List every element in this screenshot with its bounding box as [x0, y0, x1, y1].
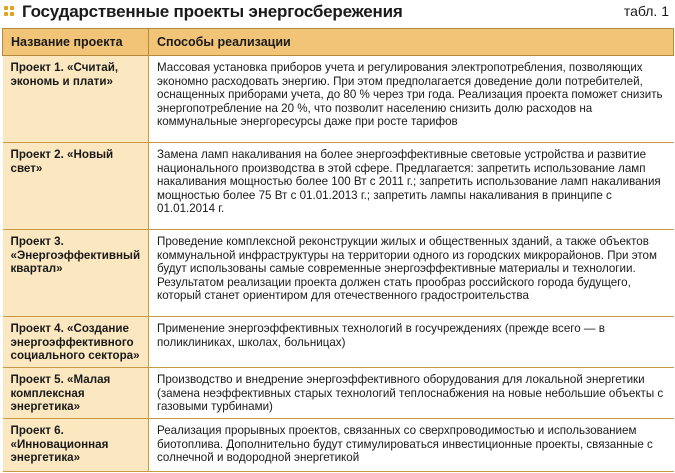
column-header-methods: Способы реализации	[149, 29, 674, 56]
project-description-cell: Проведение комплексной реконструкции жилых и общественных зданий, а также объектов коммунальной инфраструктуры на территории одного из городских микрорайонов. При этом будут использованы самые современные энергоэффективные материалы и технологии. Результатом реализации проекта должен стать прообраз российского города будущего, который станет ориентиром для отечественного градостроительства	[149, 230, 674, 317]
project-description-cell: Производство и внедрение энергоэффективного оборудования для локальной энергетики (замена неэффективных старых технологий теплоснабжения на новые небольшие объекты с газовыми турбинами)	[149, 368, 674, 419]
table-row	[3, 419, 674, 472]
table-header-row	[3, 29, 674, 56]
project-name-cell: Проект 1. «Считай, экономь и плати»	[3, 56, 149, 143]
project-name-cell: Проект 4. «Создание энергоэффективного социального сектора»	[3, 317, 149, 368]
project-description-cell: Массовая установка приборов учета и регулирования электропотребления, позволяющих экономно расходовать энергию. При этом предполагается доведение доли потребителей, оснащенных приборами учета, до 80 % через три года. Реализация проекта поможет снизить энергопотребление на 20 %, что позволит населению снизить долю расходов на коммунальные энергоресурсы даже при росте тарифов	[149, 56, 674, 143]
bullet-dots-icon	[4, 6, 16, 18]
project-name-cell: Проект 2. «Новый свет»	[3, 143, 149, 230]
project-description-cell: Применение энергоэффективных технологий в госучреждениях (прежде всего — в поликлиниках, школах, больницах)	[149, 317, 674, 368]
column-header-project-name: Название проекта	[3, 29, 149, 56]
table-number-label: табл. 1	[623, 3, 669, 19]
project-name-cell: Проект 5. «Малая комплексная энергетика»	[3, 368, 149, 419]
table-row	[3, 56, 674, 143]
table-row	[3, 143, 674, 230]
table-row	[3, 368, 674, 419]
table-row	[3, 317, 674, 368]
projects-table	[2, 28, 674, 472]
project-description-cell: Реализация прорывных проектов, связанных со сверхпроводимостью и использованием биотоплива. Дополнительно будут стимулироваться инвестиционные проекты, связанные с солнечной и водородной энергетикой	[149, 419, 674, 472]
table-title: Государственные проекты энергосбережения	[22, 2, 403, 21]
project-name-cell: Проект 3. «Энергоэффективный квартал»	[3, 230, 149, 317]
project-description-cell: Замена ламп накаливания на более энергоэффективные световые устройства и развитие национального производства в этой сфере. Предлагается: запретить использование ламп накаливания мощностью более 100 Вт с 2011 г.; запретить использование ламп накаливания мощностью более 75 Вт с 01.01.2013 г.; запретить лампы накаливания в принципе с 01.01.2014 г.	[149, 143, 674, 230]
table-row	[3, 230, 674, 317]
project-name-cell: Проект 6. «Инновационная энергетика»	[3, 419, 149, 472]
table-header-bar	[0, 0, 675, 28]
